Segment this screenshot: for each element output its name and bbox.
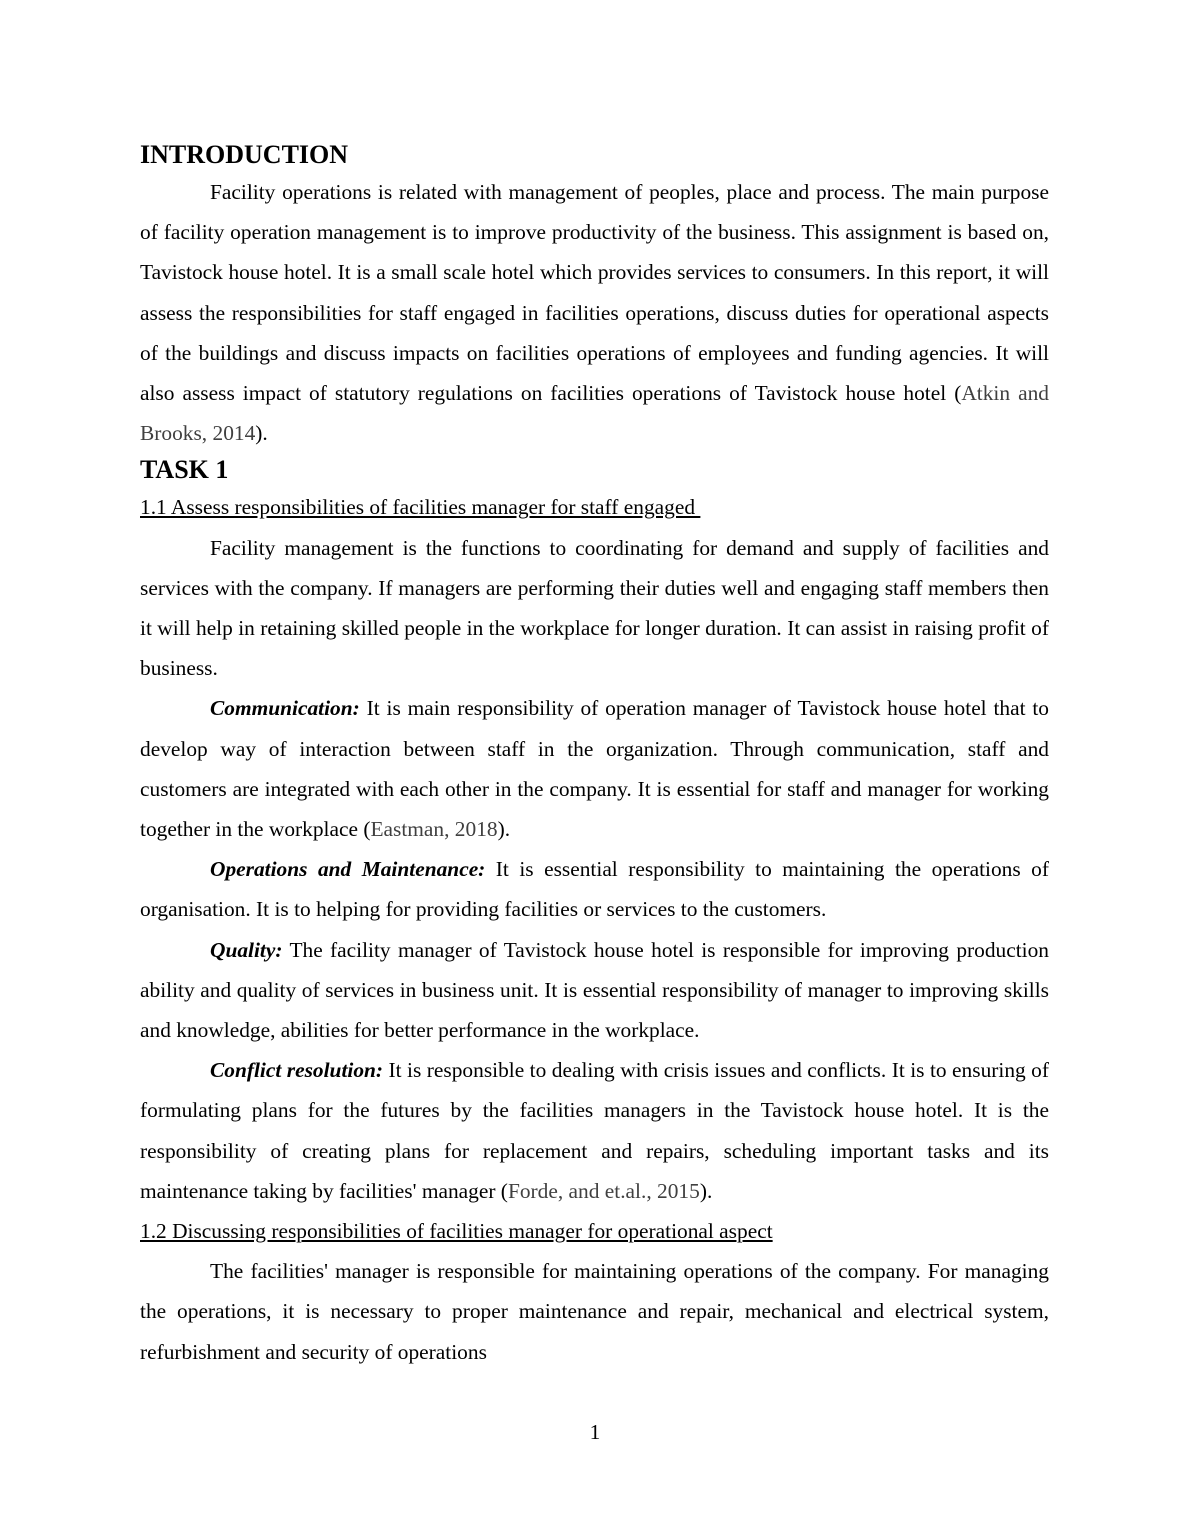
term-quality: Quality:: [210, 937, 283, 962]
section-1-1-title: 1.1 Assess responsibilities of facilities manager for staff engaged: [140, 495, 701, 520]
introduction-paragraph: [140, 172, 1049, 453]
introduction-body: Facility operations is related with management of peoples, place and process. The main purpose of facility operation management is to improve productivity of the business. This assignment is based on, Tavistock house hotel. It is a small scale hotel which provides services to consumers. In this report, it will assess the responsibilities for staff engaged in facilities operations, discuss duties for operational aspects of the buildings and discuss impacts on facilities operations of employees and funding agencies. It will also assess impact of statutory regulations on facilities operations of Tavistock house hotel (: [140, 180, 1049, 406]
introduction-heading: INTRODUCTION: [140, 140, 349, 169]
document-page: [140, 138, 1049, 1372]
communication-end: ).: [497, 817, 511, 842]
section-1-2-body: The facilities' manager is responsible for maintaining operations of the company. For managing the operations, it is necessary to proper maintenance and repair, mechanical and electrical system, refurbishment and security of operations: [140, 1259, 1049, 1364]
term-conflict-resolution: Conflict resolution:: [210, 1058, 384, 1083]
communication-citation: Eastman, 2018: [370, 817, 498, 842]
communication-text: It is main responsibility of operation manager of Tavistock house hotel that to develop way of interaction between staff in the organization. Through communication, staff and customers are integrated with each other in the company. It is essential for staff and manager for working together in the workplace (: [140, 696, 1049, 842]
section-1-2-title: 1.2 Discussing responsibilities of facilities manager for operational aspect: [140, 1219, 773, 1244]
task1-heading: TASK 1: [140, 455, 229, 485]
responsibility-operations-maintenance: [140, 849, 1049, 929]
responsibility-conflict-resolution: [140, 1050, 1049, 1211]
term-communication: Communication:: [210, 696, 360, 721]
conflict-resolution-citation: Forde, and et.al., 2015: [507, 1178, 700, 1203]
introduction-citation: Atkin and Brooks, 2014: [140, 381, 1049, 446]
conflict-resolution-text: It is responsible to dealing with crisis issues and conflicts. It is to ensuring of formulating plans for the futures by the facilities managers in the Tavistock house hotel. It is the responsibility of creating plans for replacement and repairs, scheduling important tasks and its maintenance taking by facilities' manager (: [140, 1058, 1049, 1203]
quality-text: The facility manager of Tavistock house hotel is responsible for improving production ability and quality of services in business unit. It is essential responsibility of manager to improving skills and knowledge, abilities for better performance in the workplace.: [140, 937, 1049, 1043]
operations-maintenance-text: It is essential responsibility to maintaining the operations of organisation. It is to helping for providing facilities or services to the customers.: [140, 857, 1049, 922]
introduction-end: ).: [255, 421, 268, 446]
section-1-1-intro: Facility management is the functions to coordinating for demand and supply of facilities and services with the company. If managers are performing their duties well and engaging staff members then it will help in retaining skilled people in the workplace for longer duration. It can assist in raising profit of business.: [140, 535, 1049, 681]
responsibility-quality: [140, 930, 1049, 1051]
responsibility-communication: [140, 688, 1049, 849]
term-operations-maintenance: Operations and Maintenance:: [210, 857, 486, 882]
conflict-resolution-end: ).: [699, 1178, 713, 1203]
page-number: 1: [589, 1420, 601, 1444]
